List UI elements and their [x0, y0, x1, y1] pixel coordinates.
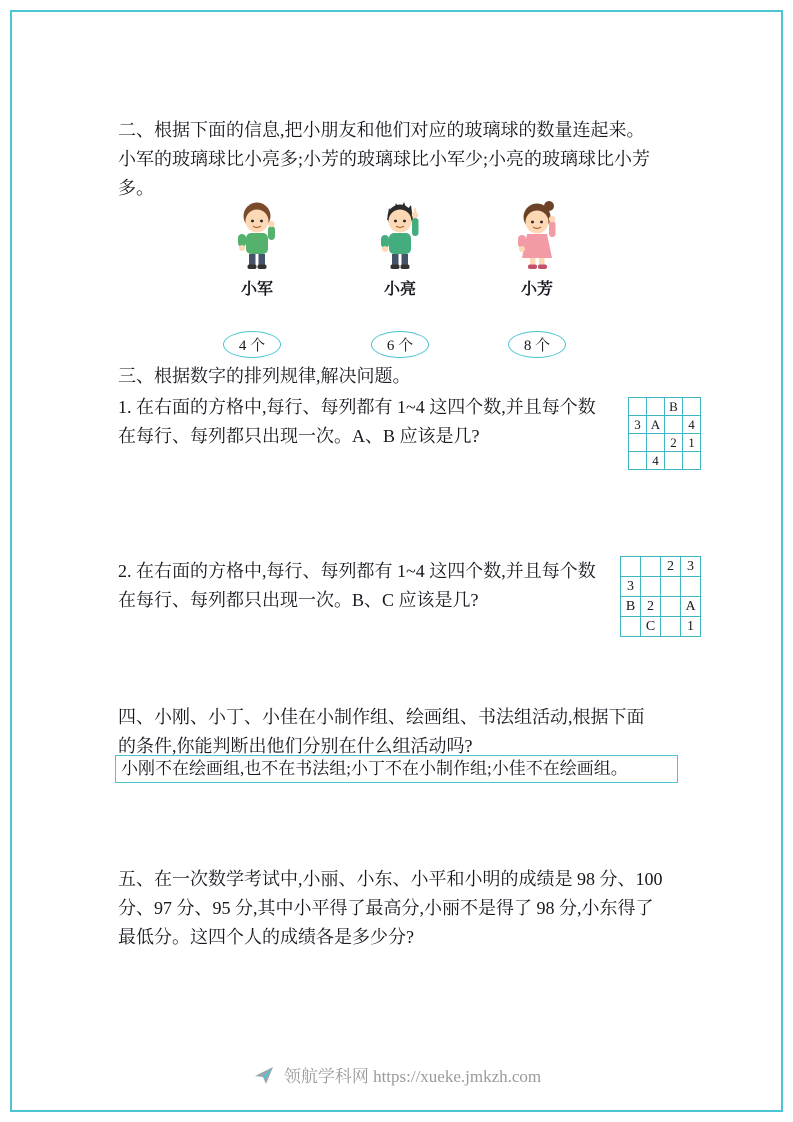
- section3-q2-line1: 2. 在右面的方格中,每行、每列都有 1~4 这四个数,并且每个数: [118, 561, 596, 581]
- grid-cell: [629, 452, 647, 470]
- grid-cell: [681, 577, 701, 597]
- kid-name-xiaofang: 小芳: [520, 281, 553, 298]
- grid-cell: 3: [621, 577, 641, 597]
- grid-cell: [629, 398, 647, 416]
- footer-logo-icon: [252, 1063, 276, 1087]
- grid-cell: [621, 617, 641, 637]
- number-grid-2: [620, 556, 701, 637]
- grid-cell: A: [647, 416, 665, 434]
- grid-cell: [661, 597, 681, 617]
- count-oval-6: 6 个: [371, 331, 429, 358]
- section5-line3: 最低分。这四个人的成绩各是多少分?: [118, 927, 414, 947]
- kid-name-xiaoliang: 小亮: [383, 281, 416, 298]
- grid-cell: 2: [641, 597, 661, 617]
- grid-cell: [621, 557, 641, 577]
- grid-cell: 2: [665, 434, 683, 452]
- grid-cell: [665, 416, 683, 434]
- grid-cell: 3: [629, 416, 647, 434]
- grid-cell: [647, 434, 665, 452]
- grid-cell: [629, 434, 647, 452]
- kid-xiaoliang: [355, 196, 445, 299]
- grid-cell: 4: [683, 416, 701, 434]
- section2-line3: 多。: [118, 178, 154, 198]
- grid-cell: [647, 398, 665, 416]
- footer-site-text: 领航学科网 https://xueke.jmkzh.com: [283, 1067, 542, 1086]
- section4-line2: 的条件,你能判断出他们分别在什么组活动吗?: [118, 736, 473, 756]
- grid-cell: [661, 577, 681, 597]
- section3-q1-line1: 1. 在右面的方格中,每行、每列都有 1~4 这四个数,并且每个数: [118, 397, 596, 417]
- grid-cell: 3: [681, 557, 701, 577]
- grid-cell: [683, 452, 701, 470]
- grid-cell: B: [621, 597, 641, 617]
- section3-q2-line2: 在每行、每列都只出现一次。B、C 应该是几?: [118, 590, 479, 610]
- grid-cell: [665, 452, 683, 470]
- kid-xiaofang: [492, 196, 582, 299]
- grid-cell: 1: [683, 434, 701, 452]
- count-oval-4: 4 个: [223, 331, 281, 358]
- section5-line1: 五、在一次数学考试中,小丽、小东、小平和小明的成绩是 98 分、100: [118, 869, 663, 889]
- grid-cell: 1: [681, 617, 701, 637]
- section4-line1: 四、小刚、小丁、小佳在小制作组、绘画组、书法组活动,根据下面: [118, 707, 645, 727]
- kid-illustration-xiaofang-icon: [497, 196, 577, 274]
- grid-cell: [661, 617, 681, 637]
- kid-illustration-xiaojun-icon: [217, 196, 297, 274]
- section3-title: 三、根据数字的排列规律,解决问题。: [118, 366, 411, 386]
- grid-cell: [683, 398, 701, 416]
- grid-cell: A: [681, 597, 701, 617]
- section3-q1-line2: 在每行、每列都只出现一次。A、B 应该是几?: [118, 426, 480, 446]
- kid-illustration-xiaoliang-icon: [360, 196, 440, 274]
- section2-line2: 小军的玻璃球比小亮多;小芳的玻璃球比小军少;小亮的玻璃球比小芳: [118, 149, 650, 169]
- section4-condition-box: 小刚不在绘画组,也不在书法组;小丁不在小制作组;小佳不在绘画组。: [115, 755, 678, 783]
- grid-cell: [641, 557, 661, 577]
- grid-cell: B: [665, 398, 683, 416]
- grid-cell: 4: [647, 452, 665, 470]
- kid-xiaojun: [212, 196, 302, 299]
- count-oval-8: 8 个: [508, 331, 566, 358]
- grid-cell: 2: [661, 557, 681, 577]
- grid-cell: C: [641, 617, 661, 637]
- number-grid-1: [628, 397, 701, 470]
- section2-line1: 二、根据下面的信息,把小朋友和他们对应的玻璃球的数量连起来。: [118, 120, 645, 140]
- grid-cell: [641, 577, 661, 597]
- footer: [0, 1062, 793, 1087]
- kid-name-xiaojun: 小军: [240, 281, 273, 298]
- section5-line2: 分、97 分、95 分,其中小平得了最高分,小丽不是得了 98 分,小东得了: [118, 898, 654, 918]
